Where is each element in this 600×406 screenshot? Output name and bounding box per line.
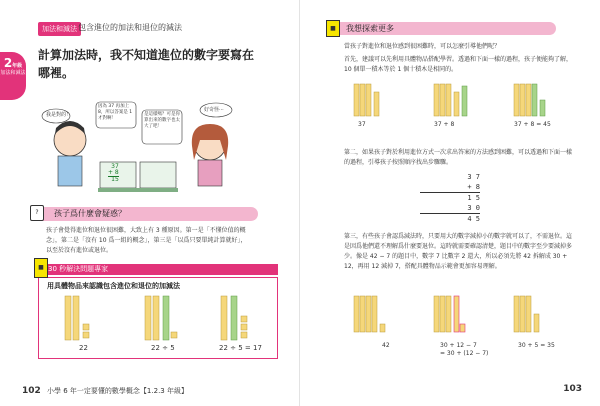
book-icon: ■ (34, 258, 48, 278)
paragraph-3: 第二，如果孩子對於利用進位方式一次求出答案的方法感到困難，可以透過和下面一樣的過程，引導孩子按照順序找出步驟驟。 (344, 149, 573, 166)
worksheet-problem (108, 164, 119, 183)
question-icon: ? (30, 205, 44, 221)
speech-student-b: 是這樣嗎？可是你算出來的數字也太大了吧！ (144, 112, 180, 129)
calc-row-1: 3 7 (467, 173, 480, 181)
explore-heading: ■ 我想探索更多 (330, 22, 556, 35)
blocks-37-plus-8 (434, 84, 467, 116)
column-calculation (420, 172, 480, 224)
tips-label-2: 22 ÷ 5 (151, 344, 175, 352)
caption-42-minus-7: 30 + 12 − 7 = 30 + (12 − 7) (440, 342, 489, 357)
chapter-badge (0, 52, 26, 100)
caption-37: 37 (358, 121, 366, 128)
page-number-right: 103 (563, 384, 582, 394)
block-illustrations (45, 294, 273, 342)
blocks-bottom (350, 294, 580, 334)
blocks-37 (354, 84, 379, 116)
speech-student-a: 因為 37 再加上 8，所以答案是 1 才對啊！ (98, 104, 133, 121)
page-number-left: 102 (22, 386, 41, 396)
category-tag: 加法和減法 (38, 22, 81, 36)
caption-37-plus-8: 37 + 8 (434, 121, 455, 128)
caption-42: 42 (382, 342, 390, 349)
question-heading: 計算加法時，我不知道進位的數字要寫在哪裡。 (38, 48, 255, 80)
worksheet-row3: 15 (108, 176, 119, 183)
paragraph-1: 當孩子對進位和退位感到很困難時，可以怎麼引導他們呢？ (344, 43, 501, 50)
worksheet-row2: + 8 (108, 169, 119, 176)
speech-boy: 我是對的！ (46, 112, 72, 118)
section-text: 孩子會覺得進位和退位很困難，大致上有 3 種原因。第一是「不懂位值的概念」，第二是「沒有 10 爲一組的概念」，第三是「以爲只要單純計算就好」，以至於沒有進位或退位。 (46, 227, 247, 254)
tips-box-title: 用具體物品來認識包含進位和退位的加減法 (47, 282, 180, 290)
footer-left (22, 386, 188, 396)
calc-row-3: 1 5 (420, 192, 480, 203)
blocks-top (350, 82, 580, 118)
right-page (300, 0, 600, 406)
calc-row-2: + 8 (467, 183, 480, 191)
blocks-35 (514, 296, 539, 332)
blocks-42 (354, 296, 385, 332)
paragraph-4: 第三，有些孩子會認爲減法時，只要用大的數字減掉小的數字就可以了，不需退位。這是因爲他們還不理解爲什麼要退位。這時就需要確認清楚，題目中的數字至少要減掉多少。像是 42 − 7 的題目中，數字 7 比數字 2 還大，所以必須先將 42 拆解成 30 + 12，再用 12 減掉 7，搭配具體物品示範會更加容易理解。 (344, 233, 573, 270)
tips-box (38, 277, 278, 359)
blocks-22-div5 (145, 296, 177, 340)
blocks-result (221, 296, 247, 340)
speech-girl: 好奇怪⋯ (204, 107, 225, 113)
caption-37-plus-8-eq-45: 37 + 8 = 45 (514, 121, 551, 128)
blocks-42-minus-7 (434, 296, 465, 332)
header-title: 包含進位的加法和退位的減法 (78, 23, 182, 32)
tips-label-3: 22 ÷ 5 = 17 (219, 344, 262, 352)
section-heading: ? 孩子爲什麼會疑惑？ (38, 207, 258, 221)
calc-row-4: 3 0 (467, 204, 480, 212)
blocks-45 (514, 84, 545, 116)
calc-row-5: 4 5 (420, 213, 480, 224)
worksheet-row1: 37 (111, 163, 119, 170)
paragraph-2: 首先，建議可以先利用具體物品搭配學習。透過和下面一樣的過程，孩子便能夠了解，10 個單一積木等於 1 個十積木是相同的。 (344, 56, 573, 73)
caption-35: 30 + 5 = 35 (518, 342, 555, 349)
tips-bar: 30 秒解決問題專家 (38, 264, 278, 275)
book-title: 小學 6 年一定要懂的數學概念【1.2.3 年級】 (47, 387, 188, 395)
blocks-22 (65, 296, 89, 340)
book-icon: ■ (326, 20, 340, 37)
chapter-label: 加法和減法 (0, 70, 26, 76)
tips-label-1: 22 (79, 344, 88, 352)
chapter-number: 2年級 (3, 56, 23, 70)
